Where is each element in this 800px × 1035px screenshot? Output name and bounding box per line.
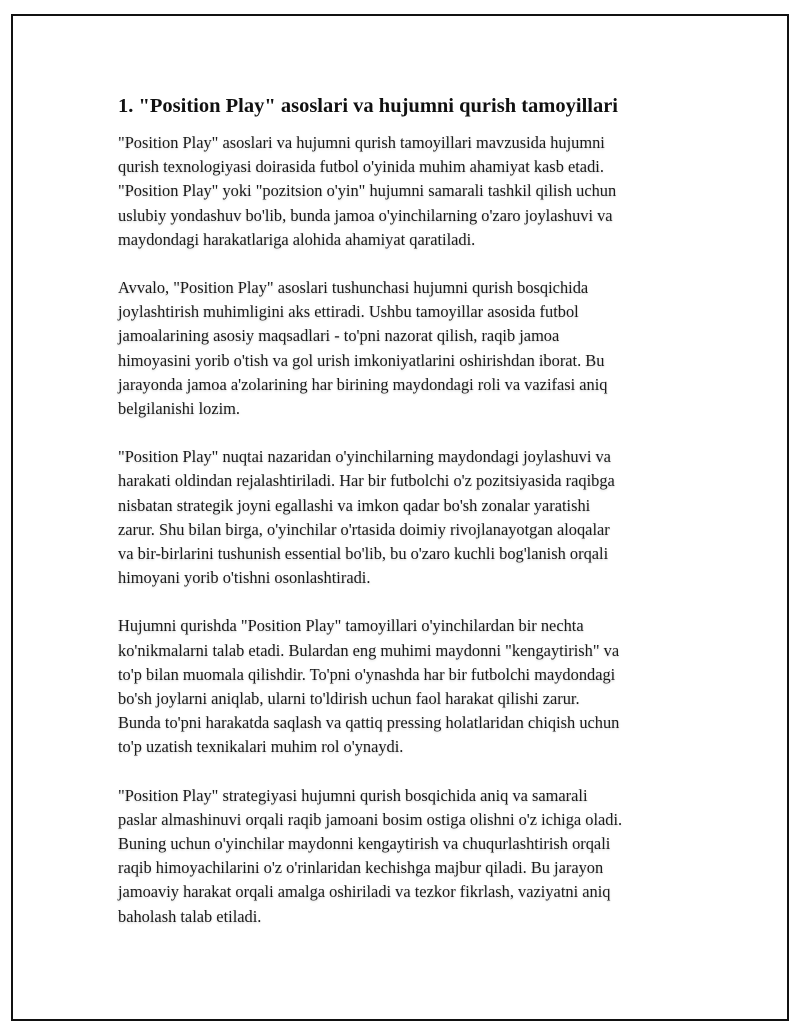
text-line: jamoalarining asosiy maqsadlari - to'pni nazorat qilish, raqib jamoa — [118, 326, 560, 346]
text-line: baholash talab etiladi. — [118, 906, 262, 926]
text-line: va bir-birlarini tushunish essential bo'lib, bu o'zaro kuchli bog'lanish orqali — [118, 544, 609, 564]
text-line: nisbatan strategik joyni egallashi va imkon qadar bo'sh zonalar yaratishi — [118, 495, 591, 515]
text-line: Bunda to'pni harakatda saqlash va qattiq pressing holatlaridan chiqish uchun — [118, 713, 620, 733]
section-heading: 1. "Position Play" asoslari va hujumni qurish tamoyillari — [118, 95, 619, 117]
paragraph-3 — [118, 445, 688, 590]
paragraph-5 — [118, 784, 688, 929]
text-line: qurish texnologiyasi doirasida futbol o'yinida muhim ahamiyat kasb etadi. — [118, 157, 604, 177]
paragraph-2 — [118, 276, 688, 421]
text-line: himoyani yorib o'tishni osonlashtiradi. — [118, 568, 371, 588]
document-body — [118, 92, 688, 953]
text-line: bo'sh joylarni aniqlab, ularni to'ldirish uchun faol harakat qilishi zarur. — [118, 689, 580, 709]
paragraph-1 — [118, 131, 688, 252]
text-line: joylashtirish muhimligini aks ettiradi. Ushbu tamoyillar asosida futbol — [118, 302, 579, 322]
text-line: paslar almashinuvi orqali raqib jamoani bosim ostiga olishni o'z ichiga oladi. — [118, 809, 623, 829]
text-line: belgilanishi lozim. — [118, 399, 241, 419]
text-line: "Position Play" nuqtai nazaridan o'yinchilarning maydondagi joylashuvi va — [118, 447, 611, 467]
text-line: zarur. Shu bilan birga, o'yinchilar o'rtasida doimiy rivojlanayotgan aloqalar — [118, 519, 610, 539]
text-line: "Position Play" strategiyasi hujumni qurish bosqichida aniq va samarali — [118, 785, 588, 805]
text-line: "Position Play" asoslari va hujumni qurish tamoyillari mavzusida hujumni — [118, 133, 605, 152]
text-line: Buning uchun o'yinchilar maydonni kengaytirish va chuqurlashtirish orqali — [118, 834, 611, 854]
text-line: jamoaviy harakat orqali amalga oshiriladi va tezkor fikrlash, vaziyatni aniq — [118, 882, 611, 902]
text-line: to'p bilan muomala qilishdir. To'pni o'ynashda har bir futbolchi maydondagi — [118, 664, 616, 684]
text-line: himoyasini yorib o'tish va gol urish imkoniyatlarini oshirishdan iborat. Bu — [118, 350, 605, 370]
paragraph-4 — [118, 614, 688, 759]
text-line: ko'nikmalarni talab etadi. Bulardan eng muhimi maydonni "kengaytirish" va — [118, 640, 620, 660]
text-line: Avvalo, "Position Play" asoslari tushunchasi hujumni qurish bosqichida — [118, 278, 589, 298]
text-line: uslubiy yondashuv bo'lib, bunda jamoa o'yinchilarning o'zaro joylashuvi va — [118, 205, 613, 225]
text-line: "Position Play" yoki "pozitsion o'yin" hujumni samarali tashkil qilish uchun — [118, 181, 617, 201]
text-line: raqib himoyachilarini o'z o'rinlaridan kechishga majbur qiladi. Bu jarayon — [118, 858, 604, 878]
text-line: jarayonda jamoa a'zolarining har birining maydondagi roli va vazifasi aniq — [118, 374, 608, 394]
text-line: harakati oldindan rejalashtiriladi. Har bir futbolchi o'z pozitsiyasida raqibga — [118, 471, 615, 491]
text-line: to'p uzatish texnikalari muhim rol o'ynaydi. — [118, 737, 404, 757]
text-line: maydondagi harakatlariga alohida ahamiyat qaratiladi. — [118, 229, 476, 249]
text-line: Hujumni qurishda "Position Play" tamoyillari o'yinchilardan bir nechta — [118, 616, 584, 636]
